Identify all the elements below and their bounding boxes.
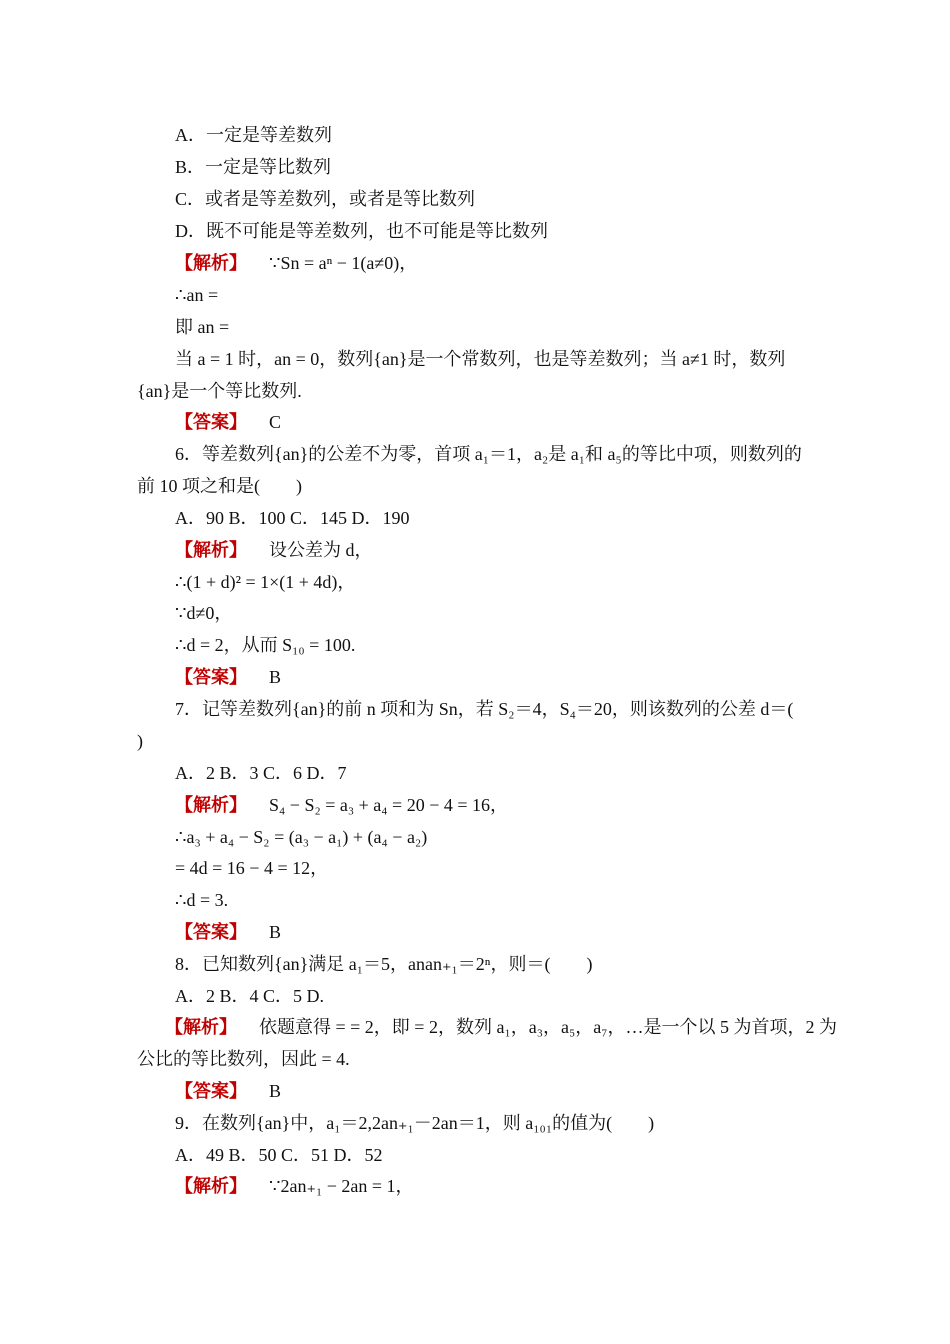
answer-tag: 【答案】 <box>175 667 247 687</box>
analysis-line: {an}是一个等比数列. <box>137 381 302 401</box>
question-stem: 前 10 项之和是( ) <box>137 476 302 496</box>
option-line: A．一定是等差数列 <box>175 125 332 145</box>
analysis-text: S₄ − S₂ = a₃ + a₄ = 20 − 4 = 16， <box>269 795 509 815</box>
answer-value: B <box>269 667 282 687</box>
analysis-line: 即 an = <box>175 317 230 337</box>
answer-value: C <box>269 412 282 432</box>
question-stem: ) <box>137 731 143 751</box>
option-line: B．一定是等比数列 <box>175 157 332 177</box>
analysis-text: ∵2an₊₁ − 2an = 1， <box>269 1176 414 1196</box>
analysis-line: ∵d≠0， <box>175 603 233 623</box>
analysis-line: ∴an = <box>175 285 219 305</box>
question-stem: 6．等差数列{an}的公差不为零，首项 a₁＝1，a₂是 a₁和 a₅的等比中项，则数列的 <box>175 444 802 464</box>
option-line: C．或者是等差数列，或者是等比数列 <box>175 189 476 209</box>
analysis-line: 公比的等比数列，因此 = 4. <box>137 1049 350 1069</box>
answer-tag: 【答案】 <box>175 1081 247 1101</box>
answer-tag: 【答案】 <box>175 412 247 432</box>
answer-line <box>175 665 281 689</box>
question-stem: 9．在数列{an}中，a₁＝2,2an₊₁－2an＝1，则 a₁₀₁的值为( ) <box>175 1113 655 1133</box>
analysis-line: ∴d = 3. <box>175 890 229 910</box>
analysis-tag: 【解析】 <box>175 253 247 273</box>
analysis-line <box>165 1015 837 1039</box>
analysis-text: ∵Sn = aⁿ − 1(a≠0)， <box>269 253 418 273</box>
analysis-line: 当 a = 1 时，an = 0，数列{an}是一个常数列，也是等差数列；当 a≠1 时，数列 <box>175 349 786 369</box>
question-options: A．49 B．50 C．51 D．52 <box>175 1145 383 1165</box>
question-options: A．2 B．3 C．6 D．7 <box>175 763 347 783</box>
analysis-text: 设公差为 d， <box>269 540 373 560</box>
analysis-line: = 4d = 16 − 4 = 12， <box>175 858 329 878</box>
answer-line <box>175 1079 281 1103</box>
answer-value: B <box>269 922 282 942</box>
analysis-line <box>175 251 417 275</box>
answer-value: B <box>269 1081 282 1101</box>
analysis-line <box>175 793 508 817</box>
analysis-tag: 【解析】 <box>175 540 247 560</box>
analysis-tag: 【解析】 <box>175 1176 247 1196</box>
analysis-text: 依题意得 = = 2，即 = 2，数列 a₁，a₃，a₅，a₇，…是一个以 5 为首项，2 为 <box>259 1017 838 1037</box>
question-options: A．90 B．100 C．145 D．190 <box>175 508 410 528</box>
question-stem: 8．已知数列{an}满足 a₁＝5，anan₊₁＝2ⁿ，则＝( ) <box>175 954 593 974</box>
analysis-line: ∴a₃ + a₄ − S₂ = (a₃ − a₁) + (a₄ − a₂) <box>175 827 428 847</box>
answer-tag: 【答案】 <box>175 922 247 942</box>
analysis-tag: 【解析】 <box>165 1017 237 1037</box>
question-options: A．2 B．4 C．5 D. <box>175 986 325 1006</box>
question-stem: 7．记等差数列{an}的前 n 项和为 Sn，若 S₂＝4，S₄＝20，则该数列的公差 d＝( <box>175 699 794 719</box>
analysis-tag: 【解析】 <box>175 795 247 815</box>
answer-line <box>175 920 281 944</box>
analysis-line: ∴d = 2，从而 S₁₀ = 100. <box>175 635 356 655</box>
analysis-line <box>175 1174 414 1198</box>
analysis-line <box>175 538 373 562</box>
option-line: D．既不可能是等差数列，也不可能是等比数列 <box>175 221 548 241</box>
answer-line <box>175 410 281 434</box>
analysis-line: ∴(1 + d)² = 1×(1 + 4d)， <box>175 572 356 592</box>
